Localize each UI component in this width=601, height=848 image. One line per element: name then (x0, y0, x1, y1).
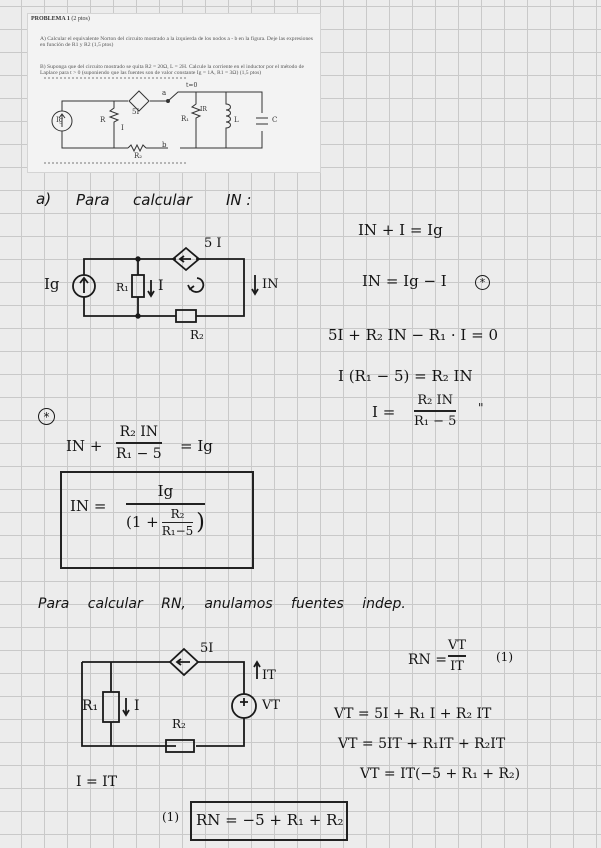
card-label-r2: R₂ (134, 152, 143, 160)
part-a-word-para: Para (76, 191, 110, 209)
card-label-r: R (100, 116, 106, 124)
equation-in: IN = Ig − I (362, 272, 447, 290)
result-fraction (126, 482, 205, 538)
fraction-bar (126, 503, 205, 505)
circuit-b-label-i: I (134, 698, 140, 714)
equation-i-mark: " (478, 401, 484, 415)
substitution-denominator: R₁ − 5 (116, 445, 162, 462)
card-label-ir: IR (200, 106, 207, 113)
asterisk-reference: * (38, 408, 55, 425)
substitution-fraction (116, 424, 162, 462)
final-result-tag: (1) (162, 810, 179, 824)
result-denominator (126, 507, 205, 539)
equation-i-factor: I (R₁ − 5) = R₂ IN (338, 367, 473, 385)
circuit-b-label-r1: R₁ (82, 698, 99, 714)
part-a-word-calcular: calcular (133, 191, 192, 209)
substitution-lhs: IN + (66, 437, 103, 455)
rn-equation-tag: (1) (496, 650, 513, 664)
fraction-bar (448, 655, 466, 657)
circuit-a-label-i: I (158, 278, 164, 294)
part-a-variable: IN : (226, 191, 252, 209)
equation-vt-3: VT = IT(−5 + R₁ + R₂) (360, 766, 521, 782)
problem-part-b-text: B) Suponga que del circuito mostrado se quita R2 = 20Ω, L = 2H. Calcule la corriente en el inductor por el método de Laplace para t > 0 (suponiendo que las fuentes son de valor constante Ig = 1A, R1 = 3Ω) (1,5 ptos) (40, 64, 304, 77)
card-label-ig: Ig (56, 116, 64, 124)
fraction-bar (162, 522, 194, 524)
rn-definition-fraction (448, 638, 466, 674)
circuit-b-label-it: IT (262, 668, 276, 683)
problem-title (31, 16, 90, 22)
circuit-a-label-r2: R₂ (190, 328, 204, 342)
rn-denominator: IT (450, 658, 464, 674)
result-lhs: IN = (70, 497, 107, 515)
problem-statement-card (27, 13, 321, 173)
problem-title-text: PROBLEMA 1 (31, 16, 70, 22)
circuit-a-label-r1: R₁ (116, 281, 129, 294)
result-inner-fraction (162, 507, 194, 539)
problem-part-a-text: A) Calcular el equivalente Norton del circuito mostrado a la izquierda de los nodos a - b en la figura. Deje las expresiones en función de R1 y R2 (1,5 ptos) (40, 36, 313, 49)
card-label-i: I (121, 124, 124, 132)
card-label-r1: R₁ (181, 115, 190, 123)
fraction-bar (116, 442, 162, 444)
part-a-letter: a) (36, 190, 52, 208)
rn-numerator: VT (448, 638, 467, 653)
equation-vt-1: VT = 5I + R₁ I + R₂ IT (334, 706, 492, 722)
result-numerator: Ig (157, 482, 174, 500)
equation-kcl: IN + I = Ig (358, 221, 443, 239)
card-label-c: C (272, 116, 278, 124)
circuit-a-label-ig: Ig (44, 275, 60, 293)
circuit-a-label-5i: 5 I (204, 236, 222, 251)
equation-kvl: 5I + R₂ IN − R₁ · I = 0 (328, 326, 498, 344)
asterisk-mark: * (475, 275, 490, 290)
card-label-5i: 5I (132, 108, 140, 116)
result-inner-numerator: R₂ (170, 506, 185, 521)
result-den-open: (1 + (126, 513, 159, 532)
equation-i-lhs: I = (372, 403, 396, 421)
circuit-b-label-r2: R₂ (172, 717, 186, 731)
card-label-b: b (162, 141, 167, 149)
equation-i-numerator: R₂ IN (417, 393, 454, 408)
i-equals-it: I = IT (76, 774, 118, 790)
problem-title-suffix: (2 ptos) (71, 16, 90, 22)
result-den-close: ) (196, 509, 205, 535)
substitution-rhs: = Ig (180, 437, 213, 455)
card-label-a: a (162, 89, 167, 97)
rn-definition-lhs: RN = (408, 652, 447, 668)
circuit-b-label-vt: VT (262, 698, 281, 713)
equation-vt-2: VT = 5IT + R₁IT + R₂IT (338, 736, 506, 752)
norton-resistance-result: RN = −5 + R₁ + R₂ (196, 811, 344, 829)
substitution-numerator: R₂ IN (119, 424, 159, 440)
equation-i-fraction (414, 393, 456, 429)
fraction-bar (414, 410, 456, 412)
circuit-a-label-in: IN (262, 277, 279, 292)
result-inner-denominator: R₁−5 (161, 524, 194, 538)
part-b-heading: Para calcular RN, anulamos fuentes indep. (38, 596, 406, 612)
card-label-t0: t=0 (186, 82, 198, 89)
circuit-b-label-5i: 5I (200, 641, 214, 656)
equation-i-denominator: R₁ − 5 (414, 413, 457, 429)
card-label-l: L (234, 116, 239, 124)
